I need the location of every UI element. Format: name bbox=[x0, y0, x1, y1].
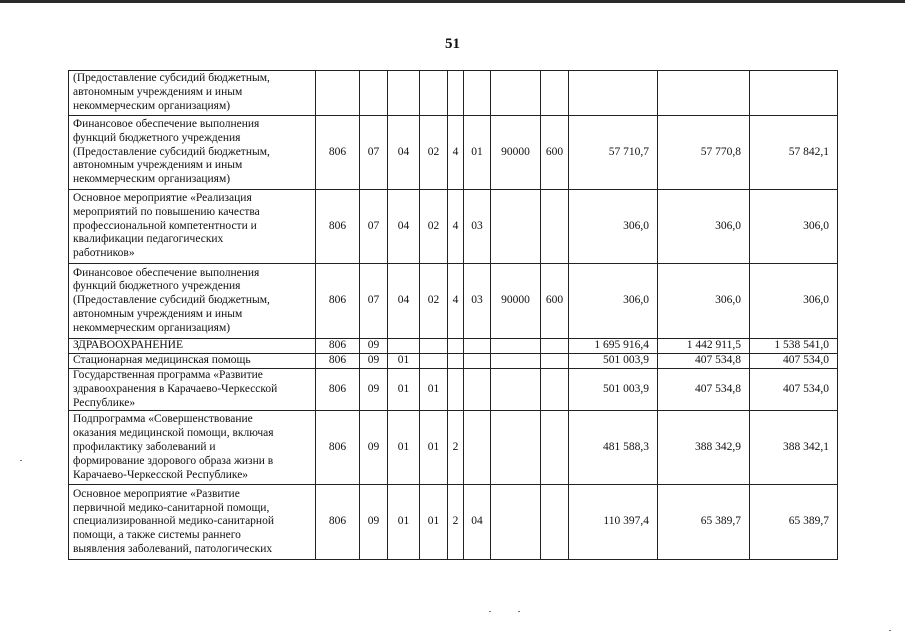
table-row bbox=[69, 339, 838, 354]
table-cell-y2: 306,0 bbox=[658, 190, 750, 264]
table-cell-p3: 04 bbox=[464, 485, 491, 560]
scan-speck bbox=[518, 611, 520, 612]
table-cell-y3: 65 389,7 bbox=[750, 485, 838, 560]
table-cell-p1: 02 bbox=[420, 116, 448, 190]
table-cell-vr bbox=[541, 369, 569, 411]
table-row bbox=[69, 116, 838, 190]
table-cell-name: Государственная программа «Развитие здравоохранения в Карачаево-Черкесской Республике» bbox=[69, 369, 316, 411]
table-row bbox=[69, 354, 838, 369]
table-cell-name: Подпрограмма «Совершенствование оказания медицинской помощи, включая профилактику заболеваний и формирование здорового образа жизни в Карачаево-Черкесской Республике» bbox=[69, 411, 316, 485]
table-cell-p1: 01 bbox=[420, 411, 448, 485]
scan-speck bbox=[889, 630, 891, 631]
table-cell-p2: 4 bbox=[448, 116, 464, 190]
table-cell-name: (Предоставление субсидий бюджетным, автономным учреждениям и иным некоммерческим организациям) bbox=[69, 71, 316, 116]
table-cell-adm: 806 bbox=[316, 339, 360, 354]
table-cell-p2: 4 bbox=[448, 264, 464, 339]
table-cell-y2: 407 534,8 bbox=[658, 354, 750, 369]
table-cell-pr bbox=[388, 71, 420, 116]
table-cell-pr bbox=[388, 339, 420, 354]
table-cell-name: Основное мероприятие «Реализация мероприятий по повышению качества профессиональной компетентности и квалификации педагогических работников» bbox=[69, 190, 316, 264]
table-cell-p2 bbox=[448, 71, 464, 116]
table-cell-name: Финансовое обеспечение выполнения функций бюджетного учреждения (Предоставление субсидий бюджетным, автономным учреждениям и иным некоммерческим организациям) bbox=[69, 116, 316, 190]
table-cell-p4 bbox=[491, 411, 541, 485]
table-cell-rz: 09 bbox=[360, 339, 388, 354]
table-cell-vr bbox=[541, 354, 569, 369]
table-row bbox=[69, 264, 838, 339]
table-row bbox=[69, 485, 838, 560]
table-cell-p4 bbox=[491, 71, 541, 116]
table-cell-p3 bbox=[464, 354, 491, 369]
table-cell-p1: 01 bbox=[420, 485, 448, 560]
table-cell-rz: 09 bbox=[360, 354, 388, 369]
table-cell-p1 bbox=[420, 354, 448, 369]
table-cell-y1 bbox=[569, 71, 658, 116]
table-cell-pr: 04 bbox=[388, 264, 420, 339]
table-cell-p4: 90000 bbox=[491, 116, 541, 190]
table-cell-rz: 07 bbox=[360, 190, 388, 264]
table-cell-adm: 806 bbox=[316, 116, 360, 190]
scan-speck bbox=[489, 611, 491, 612]
table-cell-name: Основное мероприятие «Развитие первичной медико-санитарной помощи, специализированной медико-санитарной помощи, а также системы раннего выявления заболеваний, патологических bbox=[69, 485, 316, 560]
table-cell-adm bbox=[316, 71, 360, 116]
table-cell-y3: 388 342,1 bbox=[750, 411, 838, 485]
table-cell-pr: 01 bbox=[388, 411, 420, 485]
table-cell-y2: 388 342,9 bbox=[658, 411, 750, 485]
table-cell-vr bbox=[541, 190, 569, 264]
table-cell-p4 bbox=[491, 485, 541, 560]
scan-speck bbox=[20, 460, 22, 461]
table-cell-vr bbox=[541, 411, 569, 485]
table-cell-p1 bbox=[420, 339, 448, 354]
table-cell-pr: 01 bbox=[388, 485, 420, 560]
table-cell-pr: 04 bbox=[388, 190, 420, 264]
table-cell-y1: 57 710,7 bbox=[569, 116, 658, 190]
table-cell-rz: 07 bbox=[360, 264, 388, 339]
table-cell-y3: 306,0 bbox=[750, 190, 838, 264]
table-cell-y3: 306,0 bbox=[750, 264, 838, 339]
table-cell-y3: 407 534,0 bbox=[750, 354, 838, 369]
table-cell-pr: 01 bbox=[388, 354, 420, 369]
table-row bbox=[69, 411, 838, 485]
table-cell-p3 bbox=[464, 339, 491, 354]
table-cell-p3 bbox=[464, 71, 491, 116]
table-cell-p4 bbox=[491, 354, 541, 369]
table-cell-adm: 806 bbox=[316, 190, 360, 264]
table-cell-p3 bbox=[464, 369, 491, 411]
table-cell-p2: 4 bbox=[448, 190, 464, 264]
table-cell-pr: 04 bbox=[388, 116, 420, 190]
table-cell-y1: 501 003,9 bbox=[569, 354, 658, 369]
budget-table-body bbox=[69, 71, 838, 560]
top-border-line bbox=[0, 0, 905, 3]
table-cell-y1: 306,0 bbox=[569, 264, 658, 339]
table-cell-y3 bbox=[750, 71, 838, 116]
table-cell-adm: 806 bbox=[316, 411, 360, 485]
table-cell-p1: 01 bbox=[420, 369, 448, 411]
table-cell-adm: 806 bbox=[316, 485, 360, 560]
table-cell-y1: 501 003,9 bbox=[569, 369, 658, 411]
table-cell-adm: 806 bbox=[316, 369, 360, 411]
table-cell-y2: 306,0 bbox=[658, 264, 750, 339]
table-cell-y3: 1 538 541,0 bbox=[750, 339, 838, 354]
table-cell-vr bbox=[541, 339, 569, 354]
table-cell-y3: 57 842,1 bbox=[750, 116, 838, 190]
table-cell-name: ЗДРАВООХРАНЕНИЕ bbox=[69, 339, 316, 354]
table-cell-p2 bbox=[448, 369, 464, 411]
table-cell-vr: 600 bbox=[541, 264, 569, 339]
table-cell-p1: 02 bbox=[420, 264, 448, 339]
table-cell-y1: 1 695 916,4 bbox=[569, 339, 658, 354]
table-cell-p3: 01 bbox=[464, 116, 491, 190]
table-cell-p1 bbox=[420, 71, 448, 116]
table-cell-name: Финансовое обеспечение выполнения функций бюджетного учреждения (Предоставление субсидий бюджетным, автономным учреждениям и иным некоммерческим организациям) bbox=[69, 264, 316, 339]
table-cell-p2 bbox=[448, 354, 464, 369]
table-cell-adm: 806 bbox=[316, 264, 360, 339]
table-cell-p4 bbox=[491, 190, 541, 264]
table-cell-y2: 65 389,7 bbox=[658, 485, 750, 560]
table-cell-pr: 01 bbox=[388, 369, 420, 411]
table-row bbox=[69, 369, 838, 411]
table-cell-rz bbox=[360, 71, 388, 116]
table-cell-vr bbox=[541, 485, 569, 560]
table-cell-vr: 600 bbox=[541, 116, 569, 190]
table-cell-y2: 407 534,8 bbox=[658, 369, 750, 411]
page-number: 51 bbox=[445, 36, 460, 52]
table-cell-vr bbox=[541, 71, 569, 116]
table-cell-y1: 110 397,4 bbox=[569, 485, 658, 560]
table-cell-y3: 407 534,0 bbox=[750, 369, 838, 411]
table-cell-name: Стационарная медицинская помощь bbox=[69, 354, 316, 369]
table-cell-p1: 02 bbox=[420, 190, 448, 264]
table-cell-y2: 1 442 911,5 bbox=[658, 339, 750, 354]
table-cell-p3: 03 bbox=[464, 190, 491, 264]
table-cell-p2 bbox=[448, 339, 464, 354]
table-cell-p2: 2 bbox=[448, 411, 464, 485]
table-cell-rz: 09 bbox=[360, 485, 388, 560]
table-cell-p3: 03 bbox=[464, 264, 491, 339]
table-row bbox=[69, 190, 838, 264]
table-cell-p4 bbox=[491, 339, 541, 354]
table-cell-y1: 481 588,3 bbox=[569, 411, 658, 485]
table-cell-p3 bbox=[464, 411, 491, 485]
table-cell-rz: 09 bbox=[360, 411, 388, 485]
table-cell-p4: 90000 bbox=[491, 264, 541, 339]
table-cell-p4 bbox=[491, 369, 541, 411]
table-cell-y1: 306,0 bbox=[569, 190, 658, 264]
table-cell-p2: 2 bbox=[448, 485, 464, 560]
table-cell-y2: 57 770,8 bbox=[658, 116, 750, 190]
budget-table bbox=[68, 70, 838, 560]
table-row bbox=[69, 71, 838, 116]
table-cell-rz: 09 bbox=[360, 369, 388, 411]
table-cell-y2 bbox=[658, 71, 750, 116]
table-cell-rz: 07 bbox=[360, 116, 388, 190]
table-cell-adm: 806 bbox=[316, 354, 360, 369]
